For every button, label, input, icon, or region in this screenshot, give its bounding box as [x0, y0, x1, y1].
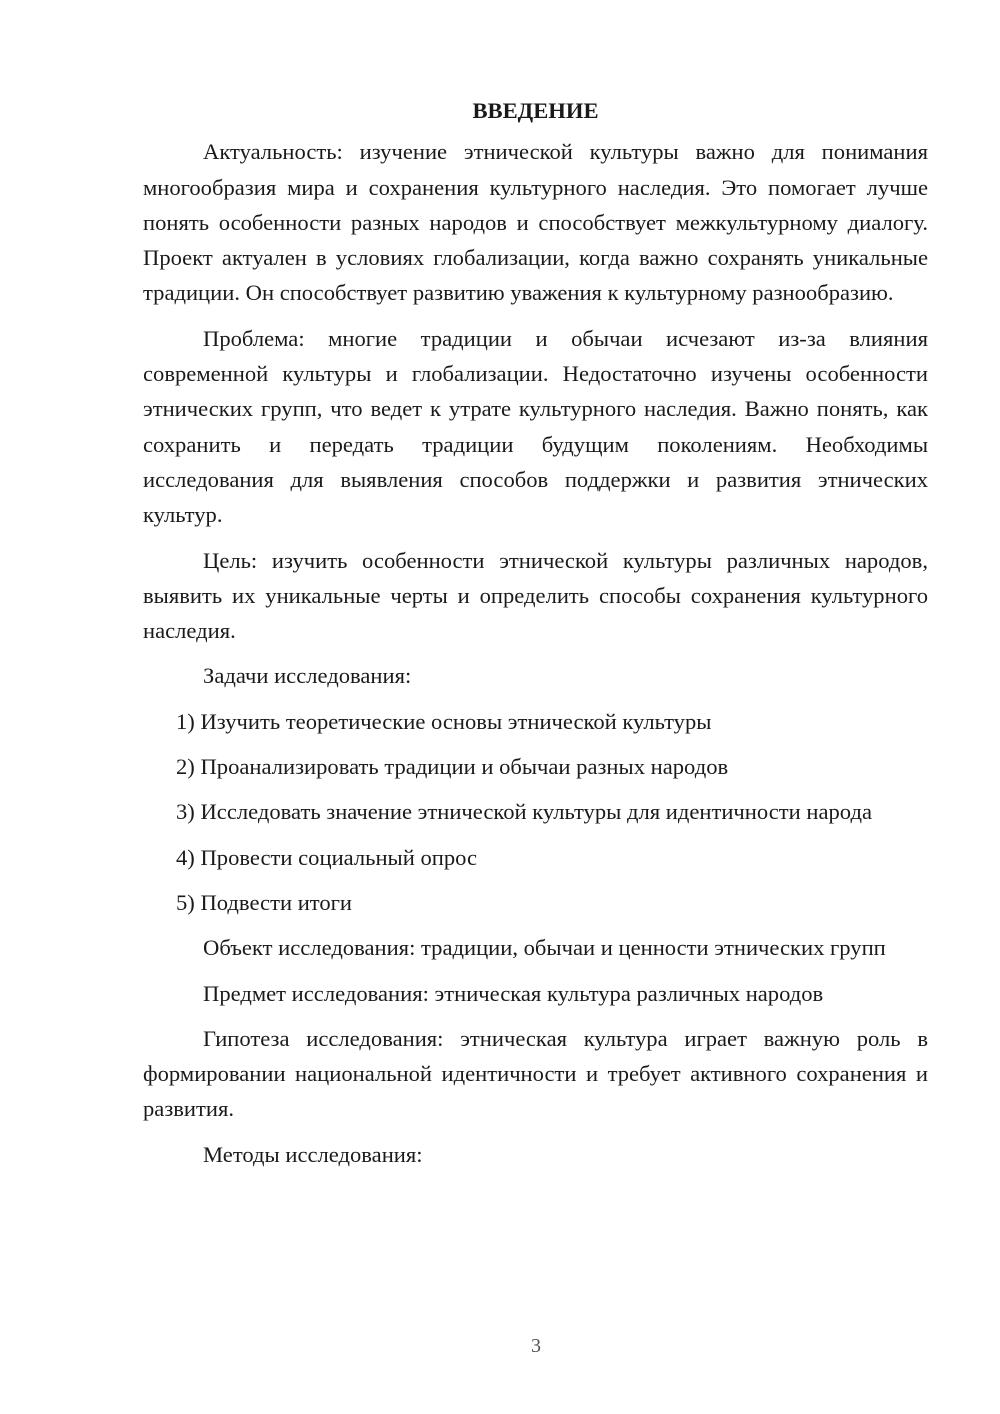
- task-item-5: 5) Подвести итоги: [176, 889, 353, 915]
- document-body: [143, 93, 928, 1182]
- relevance-paragraph: Актуальность: изучение этнической культуры важно для понимания многообразия мира и сохранения культурного наследия. Это помогает лучше понять особенности разных народов и способствует межкультурному диалогу. Проект актуален в условиях глобализации, когда важно сохранять уникальные традиции. Он способствует развитию уважения к культурному разнообразию.: [143, 139, 928, 306]
- task-item-2: 2) Проанализировать традиции и обычаи разных народов: [176, 754, 729, 780]
- subject-paragraph: Предмет исследования: этническая культура различных народов: [203, 980, 824, 1006]
- section-title: ВВЕДЕНИЕ: [472, 98, 599, 123]
- problem-paragraph: Проблема: многие традиции и обычаи исчезают из-за влияния современной культуры и глобализации. Недостаточно изучены особенности этнических групп, что ведет к утрате культурного наследия. Важно понять, как сохранить и передать традиции будущим поколениям. Необходимы исследования для выявления способов поддержки и развития этнических культур.: [143, 325, 928, 528]
- task-item-3: 3) Исследовать значение этнической культуры для идентичности народа: [176, 799, 872, 825]
- task-item-1: 1) Изучить теоретические основы этнической культуры: [176, 708, 712, 734]
- hypothesis-paragraph: Гипотеза исследования: этническая культура играет важную роль в формировании национальной идентичности и требует активного сохранения и развития.: [143, 1025, 928, 1122]
- tasks-heading: Задачи исследования:: [203, 663, 412, 689]
- goal-paragraph: Цель: изучить особенности этнической культуры различных народов, выявить их уникальные черты и определить способы сохранения культурного наследия.: [143, 547, 928, 644]
- page-number: 3: [531, 1335, 541, 1357]
- task-item-4: 4) Провести социальный опрос: [176, 844, 478, 870]
- object-paragraph: Объект исследования: традиции, обычаи и ценности этнических групп: [203, 935, 886, 961]
- methods-heading: Методы исследования:: [203, 1141, 423, 1167]
